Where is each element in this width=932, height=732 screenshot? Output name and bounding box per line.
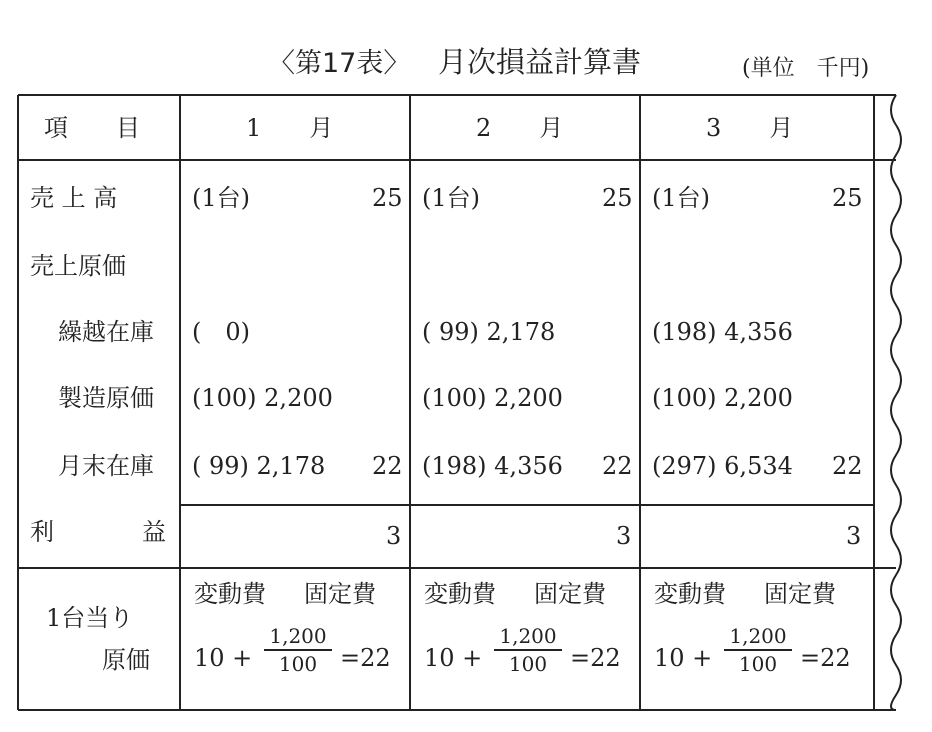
m3-expr-post: =22 xyxy=(800,644,851,672)
m2-numerator: 1,200 xyxy=(499,624,557,648)
page-title: 月次損益計算書 xyxy=(438,45,642,79)
torn-edge xyxy=(891,95,901,710)
m2-sales-qty: (1台) xyxy=(422,184,480,212)
m1-end: ( 99) 2,178 xyxy=(192,452,326,480)
m3-var-label: 変動費 xyxy=(654,580,726,608)
m1-end-cost: 22 xyxy=(372,452,403,480)
row-label-end: 月末在庫 xyxy=(58,452,154,480)
m1-expr-post: =22 xyxy=(340,644,391,672)
m3-expr-pre: 10 + xyxy=(654,644,713,672)
m3-fix-label: 固定費 xyxy=(764,580,836,608)
header-item: 項 目 xyxy=(44,114,140,142)
m1-sales-qty: (1台) xyxy=(192,184,250,212)
m2-var-label: 変動費 xyxy=(424,580,496,608)
m3-denominator: 100 xyxy=(738,652,778,676)
m3-carry: (198) 4,356 xyxy=(652,318,793,346)
m3-fraction-bar xyxy=(724,649,792,651)
m1-sales: 25 xyxy=(372,184,403,212)
header-month-3: 3 月 xyxy=(706,114,794,142)
m1-mfg: (100) 2,200 xyxy=(192,384,333,412)
m3-profit: 3 xyxy=(846,522,862,550)
m1-fraction xyxy=(264,626,332,674)
m1-fix-label: 固定費 xyxy=(304,580,376,608)
m2-mfg: (100) 2,200 xyxy=(422,384,563,412)
m2-fraction-bar xyxy=(494,649,562,651)
m2-end: (198) 4,356 xyxy=(422,452,563,480)
header-month-1: 1 月 xyxy=(246,114,334,142)
m3-mfg: (100) 2,200 xyxy=(652,384,793,412)
m3-fraction xyxy=(724,626,792,674)
m2-denominator: 100 xyxy=(508,652,548,676)
row-label-profit-1: 利 xyxy=(30,518,54,546)
m2-end-cost: 22 xyxy=(602,452,633,480)
m1-profit: 3 xyxy=(386,522,402,550)
row-label-unit-cost-1: 1台当り xyxy=(46,604,134,632)
m2-sales: 25 xyxy=(602,184,633,212)
m2-expr-post: =22 xyxy=(570,644,621,672)
m3-numerator: 1,200 xyxy=(729,624,787,648)
m3-end-cost: 22 xyxy=(832,452,863,480)
m3-end: (297) 6,534 xyxy=(652,452,793,480)
m2-profit: 3 xyxy=(616,522,632,550)
m2-fix-label: 固定費 xyxy=(534,580,606,608)
m3-sales-qty: (1台) xyxy=(652,184,710,212)
m2-fraction xyxy=(494,626,562,674)
m1-carry: ( 0) xyxy=(192,318,250,346)
table-label: 〈第17表〉 xyxy=(268,48,411,79)
m1-var-label: 変動費 xyxy=(194,580,266,608)
header-month-2: 2 月 xyxy=(476,114,564,142)
m1-expr-pre: 10 + xyxy=(194,644,253,672)
row-label-mfg: 製造原価 xyxy=(58,384,154,412)
m2-expr-pre: 10 + xyxy=(424,644,483,672)
row-label-sales: 売 上 高 xyxy=(30,184,118,212)
m1-fraction-bar xyxy=(264,649,332,651)
m1-numerator: 1,200 xyxy=(269,624,327,648)
row-label-cogs: 売上原価 xyxy=(30,252,126,280)
row-label-unit-cost-2: 原価 xyxy=(102,646,150,674)
row-label-carry: 繰越在庫 xyxy=(58,318,154,346)
m1-denominator: 100 xyxy=(278,652,318,676)
row-label-profit-2: 益 xyxy=(142,518,166,546)
unit-note: (単位 千円) xyxy=(742,56,870,81)
m3-sales: 25 xyxy=(832,184,863,212)
m2-carry: ( 99) 2,178 xyxy=(422,318,556,346)
